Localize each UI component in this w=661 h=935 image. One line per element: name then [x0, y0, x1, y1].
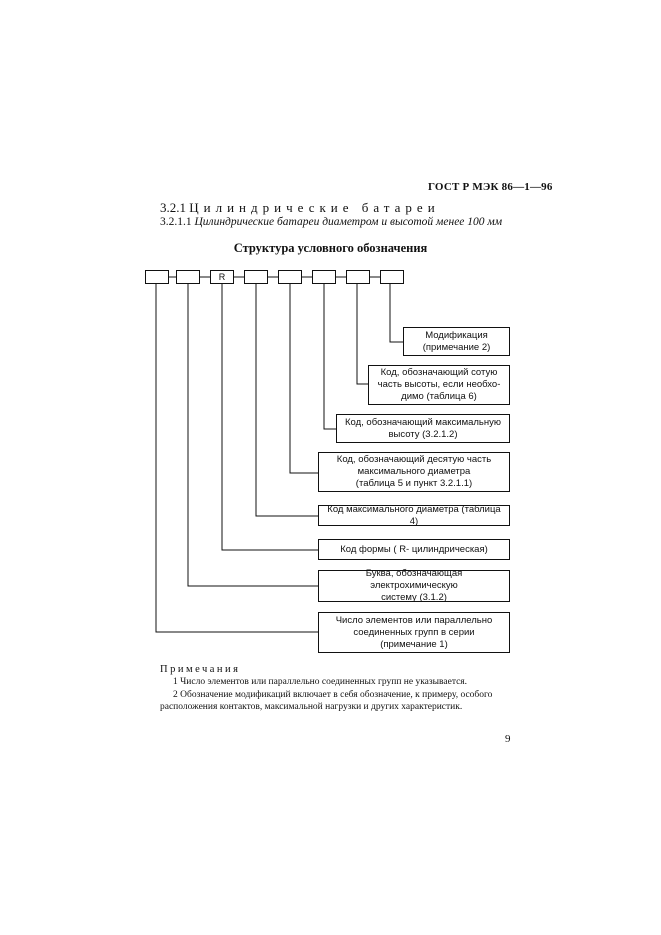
note-2-continued: расположения контактов, максимальной нагрузки и других характеристик. — [160, 702, 463, 712]
code-square-7 — [346, 270, 370, 284]
box-line: высоту (3.2.1.2) — [388, 428, 458, 440]
box-tenth-diameter — [318, 452, 510, 492]
box-modification — [403, 327, 510, 356]
document-code: ГОСТ Р МЭК 86—1—96 — [428, 181, 553, 193]
code-square-5 — [278, 270, 302, 284]
code-square-8 — [380, 270, 404, 284]
note-2: 2 Обозначение модификаций включает в себя обозначение, к примеру, особого — [173, 690, 493, 700]
box-max-height — [336, 414, 510, 443]
box-line: максимального диаметра — [357, 466, 471, 477]
leader-line-cell-count — [156, 283, 318, 632]
box-cell-count — [318, 612, 510, 653]
box-line: Число элементов или параллельно — [335, 614, 493, 626]
leader-line-max-diameter — [256, 283, 318, 516]
section-title: Цилиндрические батареи — [189, 200, 440, 215]
code-square-2 — [176, 270, 200, 284]
box-line: соединенных групп в серии — [353, 626, 475, 638]
code-square-4 — [244, 270, 268, 284]
box-max-diameter — [318, 505, 510, 526]
leader-line-max-height — [324, 283, 336, 429]
box-line: (примечание 1) — [380, 638, 448, 650]
code-square-shape: R — [210, 270, 234, 284]
leader-line-hundredth-height — [357, 283, 368, 384]
code-square-6 — [312, 270, 336, 284]
box-line: (примечание 2) — [422, 341, 491, 353]
box-electrochemical-system — [318, 570, 510, 602]
note-1: 1 Число элементов или параллельно соединенных групп не указывается. — [173, 677, 468, 687]
box-line: Модификация — [425, 329, 488, 341]
box-line: Код, обозначающий максимальную — [345, 416, 501, 428]
box-line: (таблица 5 и пункт 3.2.1.1) — [355, 478, 473, 489]
code-square-1 — [145, 270, 169, 284]
box-line: систему (3.1.2) — [381, 592, 447, 603]
leader-line-modification — [390, 283, 403, 342]
diagram-title: Структура условного обозначения — [233, 241, 428, 255]
box-line: димо (таблица 6) — [401, 391, 477, 402]
subsection-title: Цилиндрические батареи диаметром и высотой менее 100 мм — [194, 216, 503, 228]
leader-line-electrochem — [188, 283, 318, 586]
page-number: 9 — [505, 733, 511, 745]
box-line: Буква, обозначающая электрохимическую — [365, 568, 463, 591]
box-line: Код максимального диаметра (таблица 4) — [327, 503, 501, 527]
box-hundredth-height — [368, 365, 510, 405]
leader-line-tenth-diameter — [290, 283, 318, 473]
notes-title: Примечания — [160, 664, 241, 675]
leader-line-shape-code — [222, 283, 318, 550]
subsection-number: 3.2.1.1 — [160, 216, 192, 228]
box-line: Код, обозначающий десятую часть — [336, 454, 492, 465]
box-line: часть высоты, если необхо- — [377, 379, 501, 390]
box-line: Код формы ( R- цилиндрическая) — [340, 543, 488, 555]
section-number: 3.2.1 — [160, 200, 186, 215]
box-line: Код, обозначающий сотую — [380, 367, 498, 378]
box-shape-code — [318, 539, 510, 560]
